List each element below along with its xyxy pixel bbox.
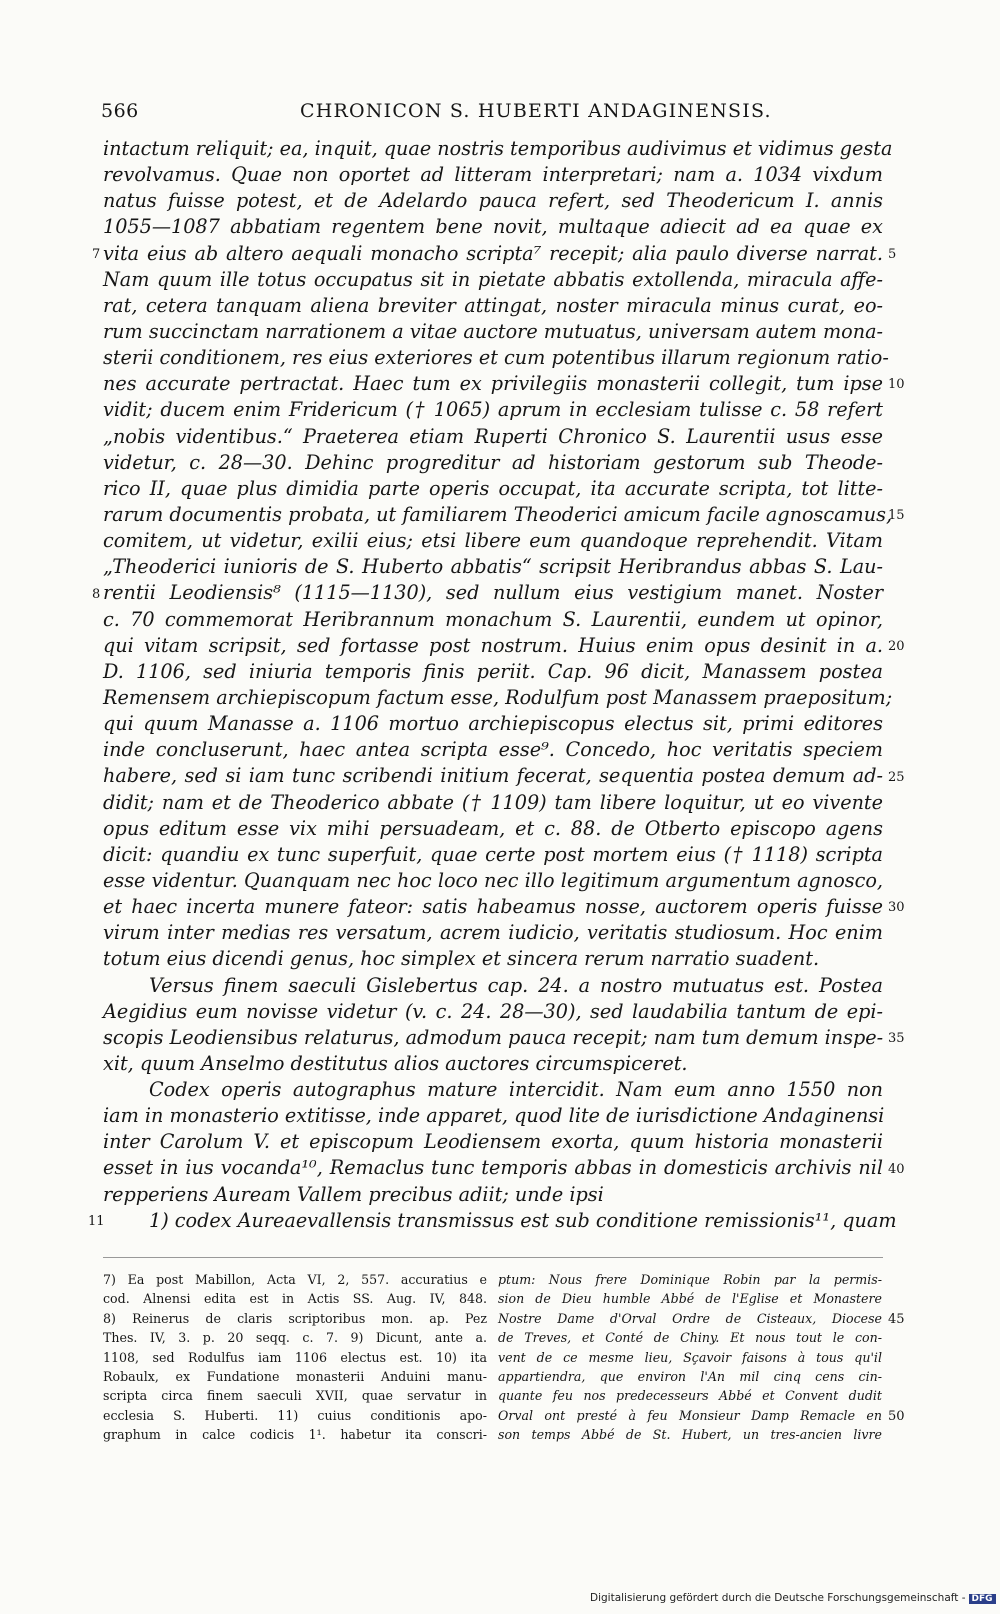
text-line: scopis Leodiensibus relaturus, admodum pauca recepit; nam tum demum inspe- <box>103 1025 884 1049</box>
text-line: comitem, ut videtur, exilii eius; etsi libere eum quandoque reprehendit. Vitam <box>103 529 883 553</box>
text-line: virum inter medias res versatum, acrem iudicio, veritatis studiosum. Hoc enim <box>103 921 883 945</box>
text-line: Nam quum ille totus occupatus sit in pietate abbatis extollenda, miracula affe- <box>103 267 883 291</box>
line-number: 30 <box>888 900 905 916</box>
text-line: esset in ius vocanda¹⁰, Remaclus tunc temporis abbas in domesticis archivis nil <box>103 1156 883 1180</box>
text-line: sterii conditionem, res eius exteriores et cum potentibus illarum regionum ratio- <box>103 346 889 370</box>
digitization-footer <box>590 1592 996 1604</box>
footnote-line-number: 50 <box>888 1408 905 1424</box>
text-line: natus fuisse potest, et de Adelardo pauca refert, sed Theodericum I. annis <box>103 189 883 213</box>
footnote-line: Nostre Dame d'Orval Ordre de Cisteaux, Diocese <box>498 1310 882 1326</box>
footer-text: Digitalisierung gefördert durch die Deutsche Forschungsgemeinschaft - <box>590 1592 966 1604</box>
text-line: 1) codex Aureaevallensis transmissus est sub conditione remissionis¹¹, quam <box>149 1208 897 1232</box>
text-line: Aegidius eum novisse videtur (v. c. 24. 28—30), sed laudabilia tantum de epi- <box>103 999 883 1023</box>
text-line: et haec incerta munere fateor: satis habeamus nosse, auctorem operis fuisse <box>103 895 883 919</box>
footnote-line: appartiendra, que environ l'An mil cinq cens cin- <box>498 1368 882 1384</box>
running-title: CHRONICON S. HUBERTI ANDAGINENSIS. <box>300 100 772 122</box>
dfg-logo: DFG <box>969 1594 996 1604</box>
text-line: rentii Leodiensis⁸ (1115—1130), sed nullum eius vestigium manet. Noster <box>103 581 883 605</box>
footnote-line: sion de Dieu humble Abbé de l'Eglise et Monastere <box>498 1291 882 1307</box>
footnote-line: graphum in calce codicis 1¹. habetur ita conscri- <box>103 1427 487 1443</box>
footnote-line: de Treves, et Conté de Chiny. Et nous tout le con- <box>498 1330 882 1346</box>
text-line: D. 1106, sed iniuria temporis finis periit. Cap. 96 dicit, Manassem postea <box>103 659 883 683</box>
footnote-line: cod. Alnensi edita est in Actis SS. Aug. IV, 848. <box>103 1291 487 1307</box>
text-line: repperiens Auream Vallem precibus adiit; unde ipsi <box>103 1182 604 1206</box>
text-line: totum eius dicendi genus, hoc simplex et sincera rerum narratio suadent. <box>103 947 820 971</box>
footnote-line: Thes. IV, 3. p. 20 seqq. c. 7. 9) Dicunt, ante a. <box>103 1330 487 1346</box>
footnotes-right-column <box>498 1270 882 1445</box>
footnote-rule <box>103 1257 883 1258</box>
footnotes-left-column <box>103 1270 487 1445</box>
text-line: qui quum Manasse a. 1106 mortuo archiepiscopus electus sit, primi editores <box>103 712 883 736</box>
text-line: rico II, quae plus dimidia parte operis occupat, ita accurate scripta, tot litte- <box>103 476 883 500</box>
line-number: 5 <box>888 246 897 262</box>
text-line: videtur, c. 28—30. Dehinc progreditur ad historiam gestorum sub Theode- <box>103 450 883 474</box>
text-line: c. 70 commemorat Heribrannum monachum S. Laurentii, eundem ut opinor, <box>103 607 883 631</box>
footnote-line-number: 45 <box>888 1311 905 1327</box>
text-line: Versus finem saeculi Gislebertus cap. 24. a nostro mutuatus est. Postea <box>149 973 883 997</box>
text-line: „Theoderici iunioris de S. Huberto abbatis“ scripsit Heribrandus abbas S. Lau- <box>103 555 883 579</box>
text-line: „nobis videntibus.“ Praeterea etiam Ruperti Chronico S. Laurentii usus esse <box>103 424 883 448</box>
text-line: revolvamus. Quae non oportet ad litteram interpretari; nam a. 1034 vixdum <box>103 163 883 187</box>
page-header <box>0 100 1000 130</box>
footnote-line: quante feu nos predecesseurs Abbé et Convent dudit <box>498 1388 882 1404</box>
text-line: inter Carolum V. et episcopum Leodiensem exorta, quum historia monasterii <box>103 1130 883 1154</box>
line-number: 20 <box>888 638 905 654</box>
footnote-line: vent de ce mesme lieu, Sçavoir faisons à tous qu'il <box>498 1349 882 1365</box>
text-line: vidit; ducem enim Fridericum († 1065) aprum in ecclesiam tulisse c. 58 refert <box>103 398 883 422</box>
margin-note-marker: 8 <box>92 586 101 602</box>
footnote-line: scripta circa finem saeculi XVII, quae servatur in <box>103 1388 487 1404</box>
text-line: Codex operis autographus mature intercidit. Nam eum anno 1550 non <box>149 1078 883 1102</box>
text-line: rat, cetera tanquam aliena breviter attingat, noster miracula minus curat, eo- <box>103 293 883 317</box>
text-line: vita eius ab altero aequali monacho scripta⁷ recepit; alia paulo diverse narrat. <box>103 241 883 265</box>
text-line: inde concluserunt, haec antea scripta esse⁹. Concedo, hoc veritatis speciem <box>103 738 883 762</box>
margin-note-marker: 11 <box>88 1214 105 1230</box>
text-line: esse videntur. Quanquam nec hoc loco nec illo legitimum argumentum agnosco, <box>103 868 883 892</box>
line-number: 35 <box>888 1031 905 1047</box>
footnote-line: 8) Reinerus de claris scriptoribus mon. ap. Pez <box>103 1310 487 1326</box>
line-number: 25 <box>888 769 905 785</box>
text-line: habere, sed si iam tunc scribendi initium fecerat, sequentia postea demum ad- <box>103 764 883 788</box>
line-number: 40 <box>888 1161 905 1177</box>
footnote-line: 7) Ea post Mabillon, Acta VI, 2, 557. accuratius e <box>103 1272 487 1287</box>
page-number: 566 <box>101 100 139 122</box>
text-line: dicit: quandiu ex tunc superfuit, quae certe post mortem eius († 1118) scripta <box>103 842 883 866</box>
footnote-line: son temps Abbé de St. Hubert, un tres-ancien livre <box>498 1427 882 1443</box>
footnote-line: ecclesia S. Huberti. 11) cuius conditionis apo- <box>103 1407 487 1423</box>
footnote-line: Orval ont presté à feu Monsieur Damp Remacle en <box>498 1407 882 1423</box>
text-line: 1055—1087 abbatiam regentem bene novit, multaque adiecit ad ea quae ex <box>103 215 883 239</box>
text-line: qui vitam scripsit, sed fortasse post nostrum. Huius enim opus desinit in a. <box>103 633 883 657</box>
margin-note-marker: 7 <box>92 246 101 262</box>
text-line: didit; nam et de Theoderico abbate († 1109) tam libere loquitur, ut eo vivente <box>103 790 883 814</box>
text-line: rarum documentis probata, ut familiarem Theoderici amicum facile agnoscamus, <box>103 502 893 526</box>
text-line: intactum reliquit; ea, inquit, quae nostris temporibus audivimus et vidimus gesta <box>103 137 893 160</box>
text-line: Remensem archiepiscopum factum esse, Rodulfum post Manassem praepositum; <box>103 685 893 709</box>
text-line: nes accurate pertractat. Haec tum ex privilegiis monasterii collegit, tum ipse <box>103 372 883 396</box>
text-line: iam in monasterio extitisse, inde apparet, quod lite de iurisdictione Andaginensi <box>103 1104 885 1128</box>
text-line: xit, quum Anselmo destitutus alios auctores circumspiceret. <box>103 1051 688 1075</box>
footnote-line: ptum: Nous frere Dominique Robin par la permis- <box>498 1272 882 1287</box>
line-number: 15 <box>888 508 905 524</box>
line-number: 10 <box>888 377 905 393</box>
footnote-line: Robaulx, ex Fundatione monasterii Anduini manu- <box>103 1368 487 1384</box>
footnote-line: 1108, sed Rodulfus iam 1106 electus est. 10) ita <box>103 1349 487 1365</box>
text-line: opus editum esse vix mihi persuadeam, et c. 88. de Otberto episcopo agens <box>103 816 883 840</box>
text-line: rum succinctam narrationem a vitae auctore mutuatus, universam autem mona- <box>103 319 883 343</box>
